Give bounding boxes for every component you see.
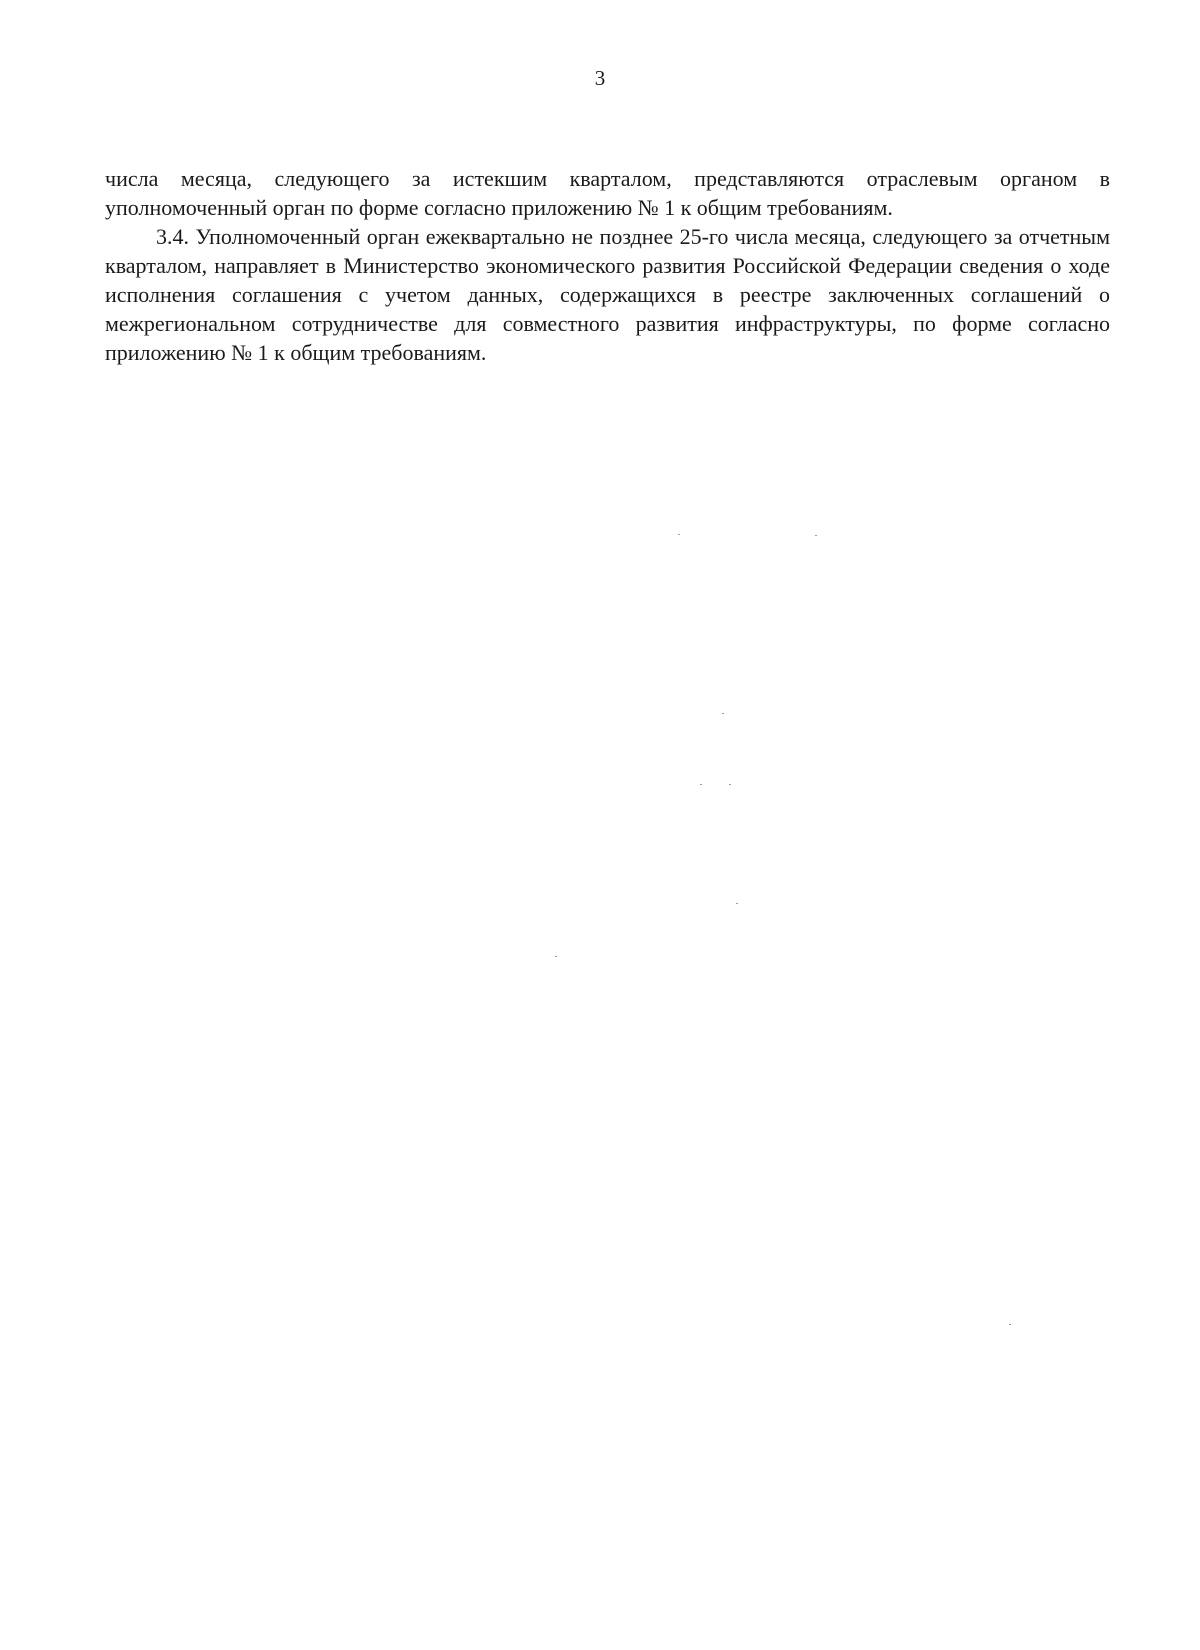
scan-speck xyxy=(700,784,702,785)
scan-speck xyxy=(722,713,724,714)
scan-speck xyxy=(729,784,731,785)
scan-speck xyxy=(555,956,557,957)
document-body xyxy=(105,164,1110,367)
page-number: 3 xyxy=(594,66,606,90)
scan-speck xyxy=(815,535,817,536)
scan-speck xyxy=(1009,1324,1011,1325)
scan-speck xyxy=(736,903,738,904)
paragraph-continuation: числа месяца, следующего за истекшим кварталом, представляются отраслевым органом в уполномоченный орган по форме согласно приложению № 1 к общим требованиям. xyxy=(105,166,1110,220)
scan-speck xyxy=(678,534,680,535)
paragraph-3-4: 3.4. Уполномоченный орган ежеквартально не позднее 25-го числа месяца, следующего за отчетным кварталом, направляет в Министерство экономического развития Российской Федерации сведения о ходе исполнения соглашения с учетом данных, содержащихся в реестре заключенных соглашений о межрегиональном сотрудничестве для совместного развития инфраструктуры, по форме согласно приложению № 1 к общим требованиям. xyxy=(105,224,1110,365)
